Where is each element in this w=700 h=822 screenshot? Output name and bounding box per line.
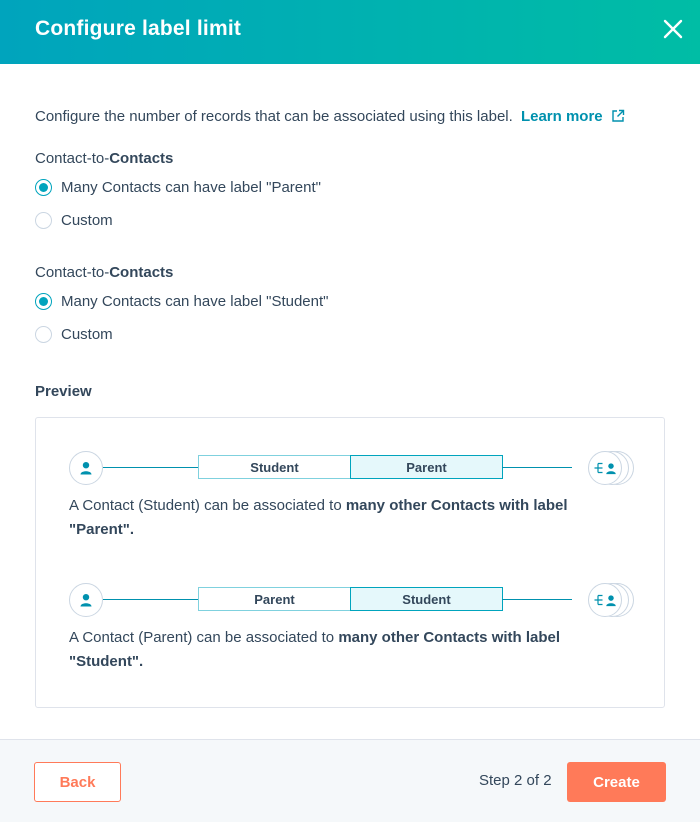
preview-description-text: A Contact (Parent) can be associated to [69, 629, 339, 646]
contact-icon [79, 461, 93, 475]
radio-label[interactable]: Many Contacts can have label "Student" [61, 293, 329, 310]
association-line [103, 467, 199, 468]
contact-avatar [69, 451, 103, 485]
intro-text [35, 108, 625, 125]
create-button[interactable]: Create [567, 762, 666, 802]
preview-description [69, 494, 629, 542]
association-line [502, 599, 572, 600]
close-icon[interactable] [663, 19, 683, 39]
radio-button[interactable] [35, 326, 52, 343]
group-label-object: Contacts [109, 264, 174, 281]
modal-header [0, 0, 700, 64]
radio-custom-1[interactable] [35, 212, 113, 229]
preview-description [69, 626, 629, 674]
group-label-prefix: Contact-to- [35, 150, 110, 167]
radio-many-parent[interactable] [35, 179, 321, 196]
many-contacts-avatar [588, 583, 622, 617]
preview-description-emphasis: many other Contacts with label "Parent". [69, 497, 568, 538]
preview-description-text: A Contact (Student) can be associated to [69, 497, 346, 514]
preview-title: Preview [35, 383, 92, 400]
intro-description: Configure the number of records that can be associated using this label. [35, 108, 513, 125]
association-line [502, 467, 572, 468]
step-indicator: Step 2 of 2 [479, 772, 552, 789]
modal-footer [0, 739, 700, 822]
radio-custom-2[interactable] [35, 326, 113, 343]
learn-more-label[interactable]: Learn more [520, 108, 603, 125]
label-pill-right: Student [350, 587, 503, 611]
preview-panel [35, 417, 665, 708]
contact-icon [79, 593, 93, 607]
close-button[interactable] [656, 12, 690, 46]
group-label-object: Contacts [109, 150, 174, 167]
radio-label[interactable]: Custom [61, 212, 113, 229]
label-pill-right: Parent [350, 455, 503, 479]
learn-more-link[interactable] [521, 108, 625, 125]
contact-icon [605, 462, 617, 475]
modal-title: Configure label limit [35, 17, 242, 40]
radio-label[interactable]: Custom [61, 326, 113, 343]
radio-button-checked[interactable] [35, 293, 52, 310]
many-association-icon [594, 462, 603, 474]
group-label-prefix: Contact-to- [35, 264, 110, 281]
label-pill-left: Parent [198, 587, 351, 611]
many-contacts-avatar [588, 451, 622, 485]
many-association-icon [594, 594, 603, 606]
external-link-icon[interactable] [611, 109, 625, 123]
group-label-2 [35, 264, 173, 281]
radio-button[interactable] [35, 212, 52, 229]
radio-label[interactable]: Many Contacts can have label "Parent" [61, 179, 321, 196]
label-pill-left: Student [198, 455, 351, 479]
association-line [103, 599, 199, 600]
back-button[interactable]: Back [34, 762, 121, 802]
group-label-1 [35, 150, 173, 167]
radio-many-student[interactable] [35, 293, 328, 310]
contact-icon [605, 594, 617, 607]
preview-description-emphasis: many other Contacts with label "Student". [69, 629, 561, 670]
contact-avatar [69, 583, 103, 617]
radio-button-checked[interactable] [35, 179, 52, 196]
